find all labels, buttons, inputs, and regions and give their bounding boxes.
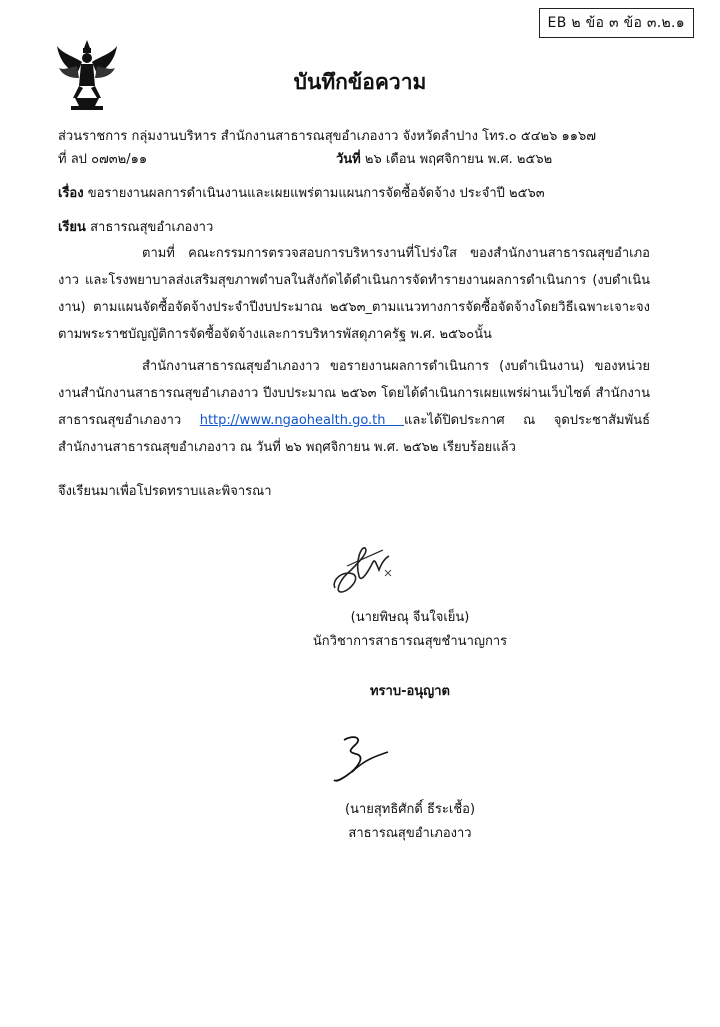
recipient-label: เรียน xyxy=(58,220,86,235)
signature-1 xyxy=(325,540,397,600)
signer-2-name: (นายสุทธิศักดิ์ ธีระเชื้อ) xyxy=(344,802,476,817)
signer-1-name: (นายพิษณุ จีนใจเย็น) xyxy=(350,610,470,625)
signer-2-position: สาธารณสุขอำเภองาว xyxy=(348,826,472,841)
subject-line xyxy=(58,182,545,203)
body-paragraph-1 xyxy=(58,240,650,348)
signer-1-position: นักวิชาการสาธารณสุขชำนาญการ xyxy=(312,634,508,649)
agency-line xyxy=(58,125,596,146)
signature-2 xyxy=(330,730,394,786)
closing-line: จึงเรียนมาเพื่อโปรดทราบและพิจารณา xyxy=(58,484,272,499)
date-label: วันที่ xyxy=(336,152,361,167)
ref-label: ที่ xyxy=(58,152,67,167)
agency-label: ส่วนราชการ xyxy=(58,129,128,144)
date-value: ๒๖ เดือน พฤศจิกายน พ.ศ. ๒๕๖๒ xyxy=(364,152,553,167)
ref-value: ลป ๐๗๓๒/๑๑ xyxy=(70,152,148,167)
paragraph-2-text-a: สำนักงานสาธารณสุขอำเภองาว ขอรายงานผลการดำเนินการ (งบดำเนินงาน) ของหน่วยงานสำนักงานสาธารณสุขอำเภองาว ปีงบประมาณ ๒๕๖๓ โดยได้ดำเนินการเผยแพร่ผ่านเว็บไซต์ สำนักงานสาธารณสุขอำเภองาว xyxy=(58,359,650,428)
recipient-line xyxy=(58,216,213,237)
reference-box: EB ๒ ข้อ ๓ ข้อ ๓.๒.๑ xyxy=(539,8,694,38)
reference-number-line xyxy=(58,148,147,169)
recipient-value: สาธารณสุขอำเภองาว xyxy=(90,220,214,235)
agency-value: กลุ่มงานบริหาร สำนักงานสาธารณสุขอำเภองาว จังหวัดลำปาง โทร.๐ ๕๔๒๖ ๑๑๖๗ xyxy=(131,129,597,144)
subject-label: เรื่อง xyxy=(58,186,84,201)
body-paragraph-2 xyxy=(58,353,650,461)
paragraph-2-text-b: และได้ปิดประกาศ ณ จุดประชาสัมพันธ์ สำนักงานสาธารณสุขอำเภองาว ณ วันที่ ๒๖ พฤศจิกายน พ.ศ. ๒๕๖๒ เรียบร้อยแล้ว xyxy=(58,413,651,455)
document-title: บันทึกข้อความ xyxy=(293,70,427,94)
paragraph-1-text: ตามที่ คณะกรรมการตรวจสอบการบริหารงานที่โปร่งใส ของสำนักงานสาธารณสุขอำเภองาว และโรงพยาบาลส่งเสริมสุขภาพตำบลในสังกัดได้ดำเนินการจัดทำรายงานผลการดำเนินการ (งบดำเนินงาน) ตามแผนจัดซื้อจัดจ้างประจำปีงบประมาณ ๒๕๖๓_ตามแนวทางการจัดซื้อจัดจ้างโดยวิธีเฉพาะเจาะจง ตามพระราชบัญญัติการจัดซื้อจัดจ้างและการบริหารพัสดุภาครัฐ พ.ศ. ๒๕๖๐นั้น xyxy=(58,246,650,342)
subject-value: ขอรายงานผลการดำเนินงานและเผยแพร่ตามแผนการจัดซื้อจัดจ้าง ประจำปี ๒๕๖๓ xyxy=(87,186,545,201)
date-line xyxy=(336,148,552,169)
website-link[interactable]: http://www.ngaohealth.go.th xyxy=(199,413,405,428)
approval-text: ทราบ-อนุญาต xyxy=(369,684,450,699)
